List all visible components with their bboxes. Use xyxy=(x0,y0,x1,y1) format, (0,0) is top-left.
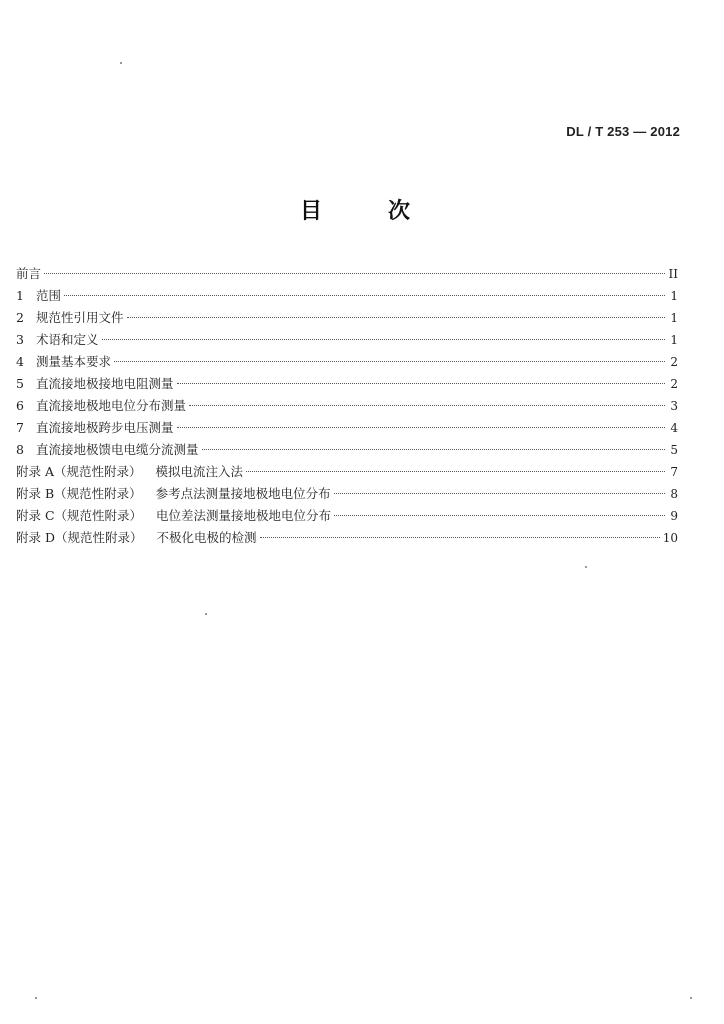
toc-entry-number: 7 xyxy=(16,420,24,435)
toc-dot-leader xyxy=(64,295,665,296)
toc-entry[interactable] xyxy=(16,461,678,483)
toc-entry[interactable] xyxy=(16,439,678,461)
toc-entry-number: 8 xyxy=(16,442,24,457)
toc-entry-label: 范围 xyxy=(36,288,62,303)
toc-entry-label: 规范性引用文件 xyxy=(36,310,124,325)
toc-entry-number: 1 xyxy=(16,288,24,303)
toc-entry-page-number: 1 xyxy=(670,289,678,303)
toc-entry-page-number: 9 xyxy=(670,509,678,523)
toc-entry-page-number: 10 xyxy=(662,531,678,545)
toc-entry-label: 术语和定义 xyxy=(36,332,99,347)
toc-entry-number: 4 xyxy=(16,354,24,369)
toc-entry-appendix-prefix: 附录 D（规范性附录） xyxy=(16,530,143,545)
toc-entry-page-number: 7 xyxy=(670,465,678,479)
toc-entry-page-number: 1 xyxy=(670,333,678,347)
toc-entry[interactable] xyxy=(16,329,678,351)
toc-dot-leader xyxy=(114,361,665,362)
toc-entry-label: 直流接地极接地电阻测量 xyxy=(36,376,174,391)
document-code: DL / T 253 — 2012 xyxy=(566,124,680,139)
scan-speck xyxy=(690,997,692,999)
toc-entry[interactable] xyxy=(16,373,678,395)
toc-list xyxy=(16,263,678,549)
toc-dot-leader xyxy=(189,405,665,406)
toc-entry-number: 2 xyxy=(16,310,24,325)
toc-title-right: 次 xyxy=(387,199,410,224)
toc-title-left: 目 xyxy=(300,199,323,224)
toc-entry-number: 6 xyxy=(16,398,24,413)
toc-entry-label: 直流接地极地电位分布测量 xyxy=(36,398,187,413)
toc-dot-leader xyxy=(102,339,665,340)
toc-entry[interactable] xyxy=(16,351,678,373)
scan-speck xyxy=(585,566,587,568)
scan-speck xyxy=(205,613,207,615)
toc-entry-number: 3 xyxy=(16,332,24,347)
toc-entry[interactable] xyxy=(16,505,678,527)
toc-entry-page-number: 2 xyxy=(670,377,678,391)
toc-entry-page-number: 3 xyxy=(670,399,678,413)
toc-entry[interactable] xyxy=(16,395,678,417)
toc-title xyxy=(300,194,410,225)
toc-dot-leader xyxy=(260,537,660,538)
toc-entry-label: 前言 xyxy=(16,266,42,281)
toc-entry-page-number: 1 xyxy=(670,311,678,325)
toc-entry-page-number: 8 xyxy=(670,487,678,501)
toc-dot-leader xyxy=(177,427,665,428)
scan-speck xyxy=(35,997,37,999)
toc-entry-label: 参考点法测量接地极地电位分布 xyxy=(155,486,331,501)
toc-entry-number: 5 xyxy=(16,376,24,391)
scan-speck xyxy=(120,62,122,64)
toc-entry-page-number: 2 xyxy=(670,355,678,369)
toc-entry-label: 测量基本要求 xyxy=(36,354,112,369)
toc-dot-leader xyxy=(202,449,665,450)
toc-entry[interactable] xyxy=(16,263,678,285)
toc-entry[interactable] xyxy=(16,285,678,307)
toc-dot-leader xyxy=(177,383,665,384)
toc-entry-appendix-prefix: 附录 A（规范性附录） xyxy=(16,464,142,479)
toc-entry[interactable] xyxy=(16,483,678,505)
toc-entry-label: 直流接地极馈电电缆分流测量 xyxy=(36,442,199,457)
toc-dot-leader xyxy=(334,515,665,516)
toc-entry-appendix-prefix: 附录 B（规范性附录） xyxy=(16,486,142,501)
toc-entry-appendix-prefix: 附录 C（规范性附录） xyxy=(16,508,143,523)
toc-entry-label: 模拟电流注入法 xyxy=(155,464,244,479)
toc-entry[interactable] xyxy=(16,307,678,329)
toc-entry[interactable] xyxy=(16,417,678,439)
toc-entry-label: 不极化电极的检测 xyxy=(156,530,257,545)
toc-entry-page-number: 4 xyxy=(670,421,678,435)
toc-entry-page-number: 5 xyxy=(670,443,678,457)
toc-dot-leader xyxy=(127,317,665,318)
toc-dot-leader xyxy=(334,493,665,494)
toc-dot-leader xyxy=(44,273,665,274)
toc-entry-page-number: II xyxy=(668,267,678,281)
toc-entry-label: 直流接地极跨步电压测量 xyxy=(36,420,174,435)
toc-dot-leader xyxy=(246,471,665,472)
toc-entry[interactable] xyxy=(16,527,678,549)
toc-entry-label: 电位差法测量接地极地电位分布 xyxy=(156,508,332,523)
